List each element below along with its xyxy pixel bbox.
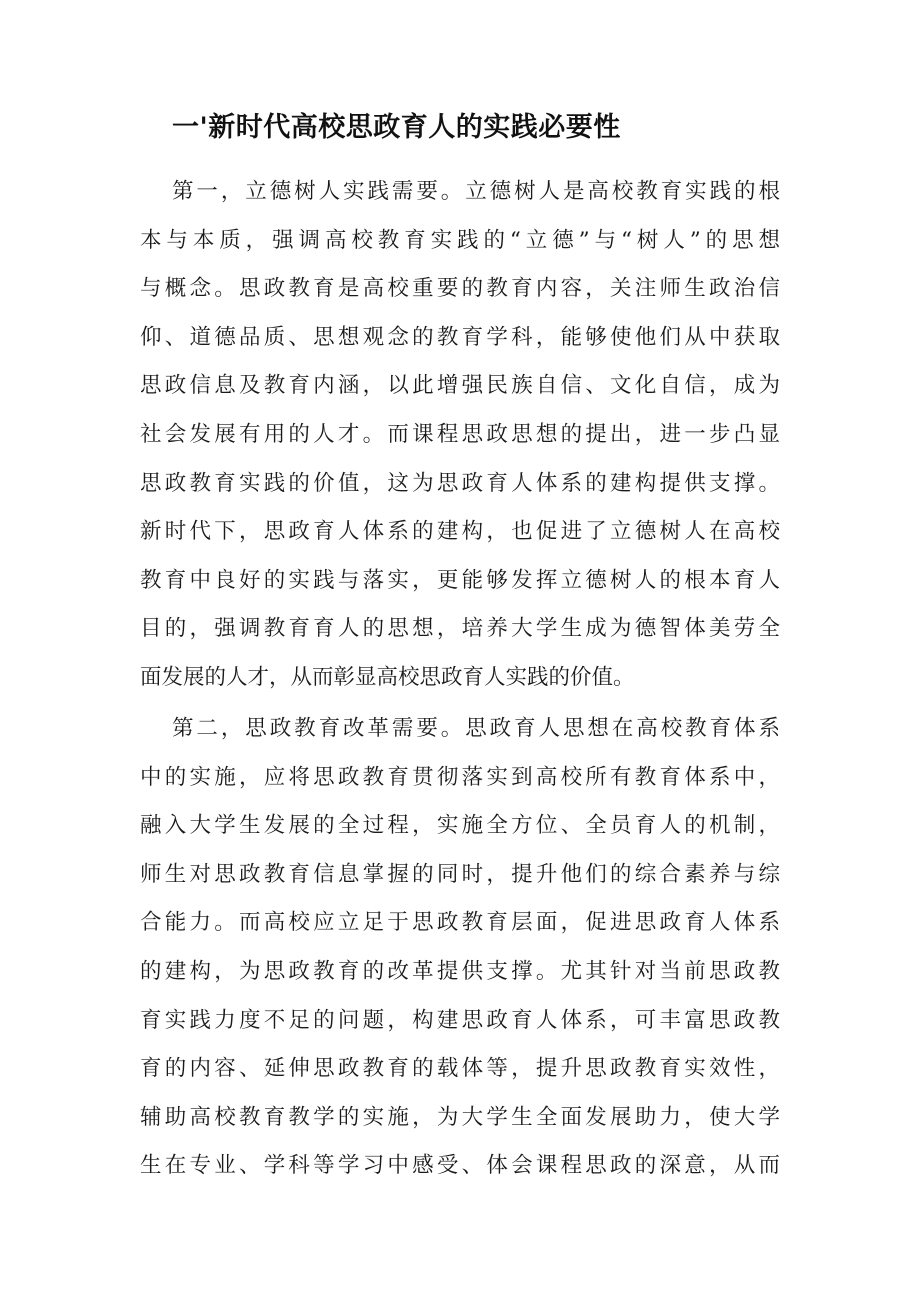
text-line: 仰、道德品质、思想观念的教育学科，能够使他们从中获取 (140, 324, 780, 350)
text-line: 中的实施，应将思政教育贯彻落实到高校所有教育体系中， (140, 764, 780, 790)
paragraph-reform (140, 705, 780, 1191)
text-line: 育的内容、延伸思政教育的载体等，提升思政教育实效性， (140, 1056, 780, 1082)
text-line: 与概念。思政教育是高校重要的教育内容，关注师生政治信 (140, 276, 780, 302)
text-line: 师生对思政教育信息掌握的同时，提升他们的综合素养与综 (140, 861, 780, 887)
text-line: 本与本质，强调高校教育实践的“立德”与“树人”的思想 (140, 227, 780, 253)
text-line: 辅助高校教育教学的实施，为大学生全面发展助力，使大学 (140, 1104, 780, 1130)
text-line: 社会发展有用的人才。而课程思政思想的提出，进一步凸显 (140, 421, 780, 447)
text-line: 第二，思政教育改革需要。思政育人思想在高校教育体系 (172, 716, 780, 741)
text-line: 思政教育实践的价值，这为思政育人体系的建构提供支撑。 (140, 470, 780, 496)
text-line: 目的，强调教育育人的思想，培养大学生成为德智体美劳全 (140, 616, 780, 642)
section-heading: 一'新时代高校思政育人的实践必要性 (172, 112, 621, 143)
text-line: 面发展的人才，从而彰显高校思政育人实践的价值。 (140, 664, 635, 690)
text-line: 育实践力度不足的问题，构建思政育人体系，可丰富思政教 (140, 1007, 780, 1033)
text-line: 第一，立德树人实践需要。立德树人是高校教育实践的根 (172, 179, 780, 204)
text-line: 融入大学生发展的全过程，实施全方位、全员育人的机制， (140, 813, 780, 839)
text-line: 新时代下，思政育人体系的建构，也促进了立德树人在高校 (140, 519, 780, 545)
text-line: 思政信息及教育内涵，以此增强民族自信、文化自信，成为 (140, 373, 780, 399)
text-line: 生在专业、学科等学习中感受、体会课程思政的深意，从而 (140, 1153, 780, 1179)
text-line: 的建构，为思政教育的改革提供支撑。尤其针对当前思政教 (140, 958, 780, 984)
text-line: 教育中良好的实践与落实，更能够发挥立德树人的根本育人 (140, 567, 780, 593)
paragraph-moral-education (140, 168, 780, 703)
text-line: 合能力。而高校应立足于思政教育层面，促进思政育人体系 (140, 910, 780, 936)
